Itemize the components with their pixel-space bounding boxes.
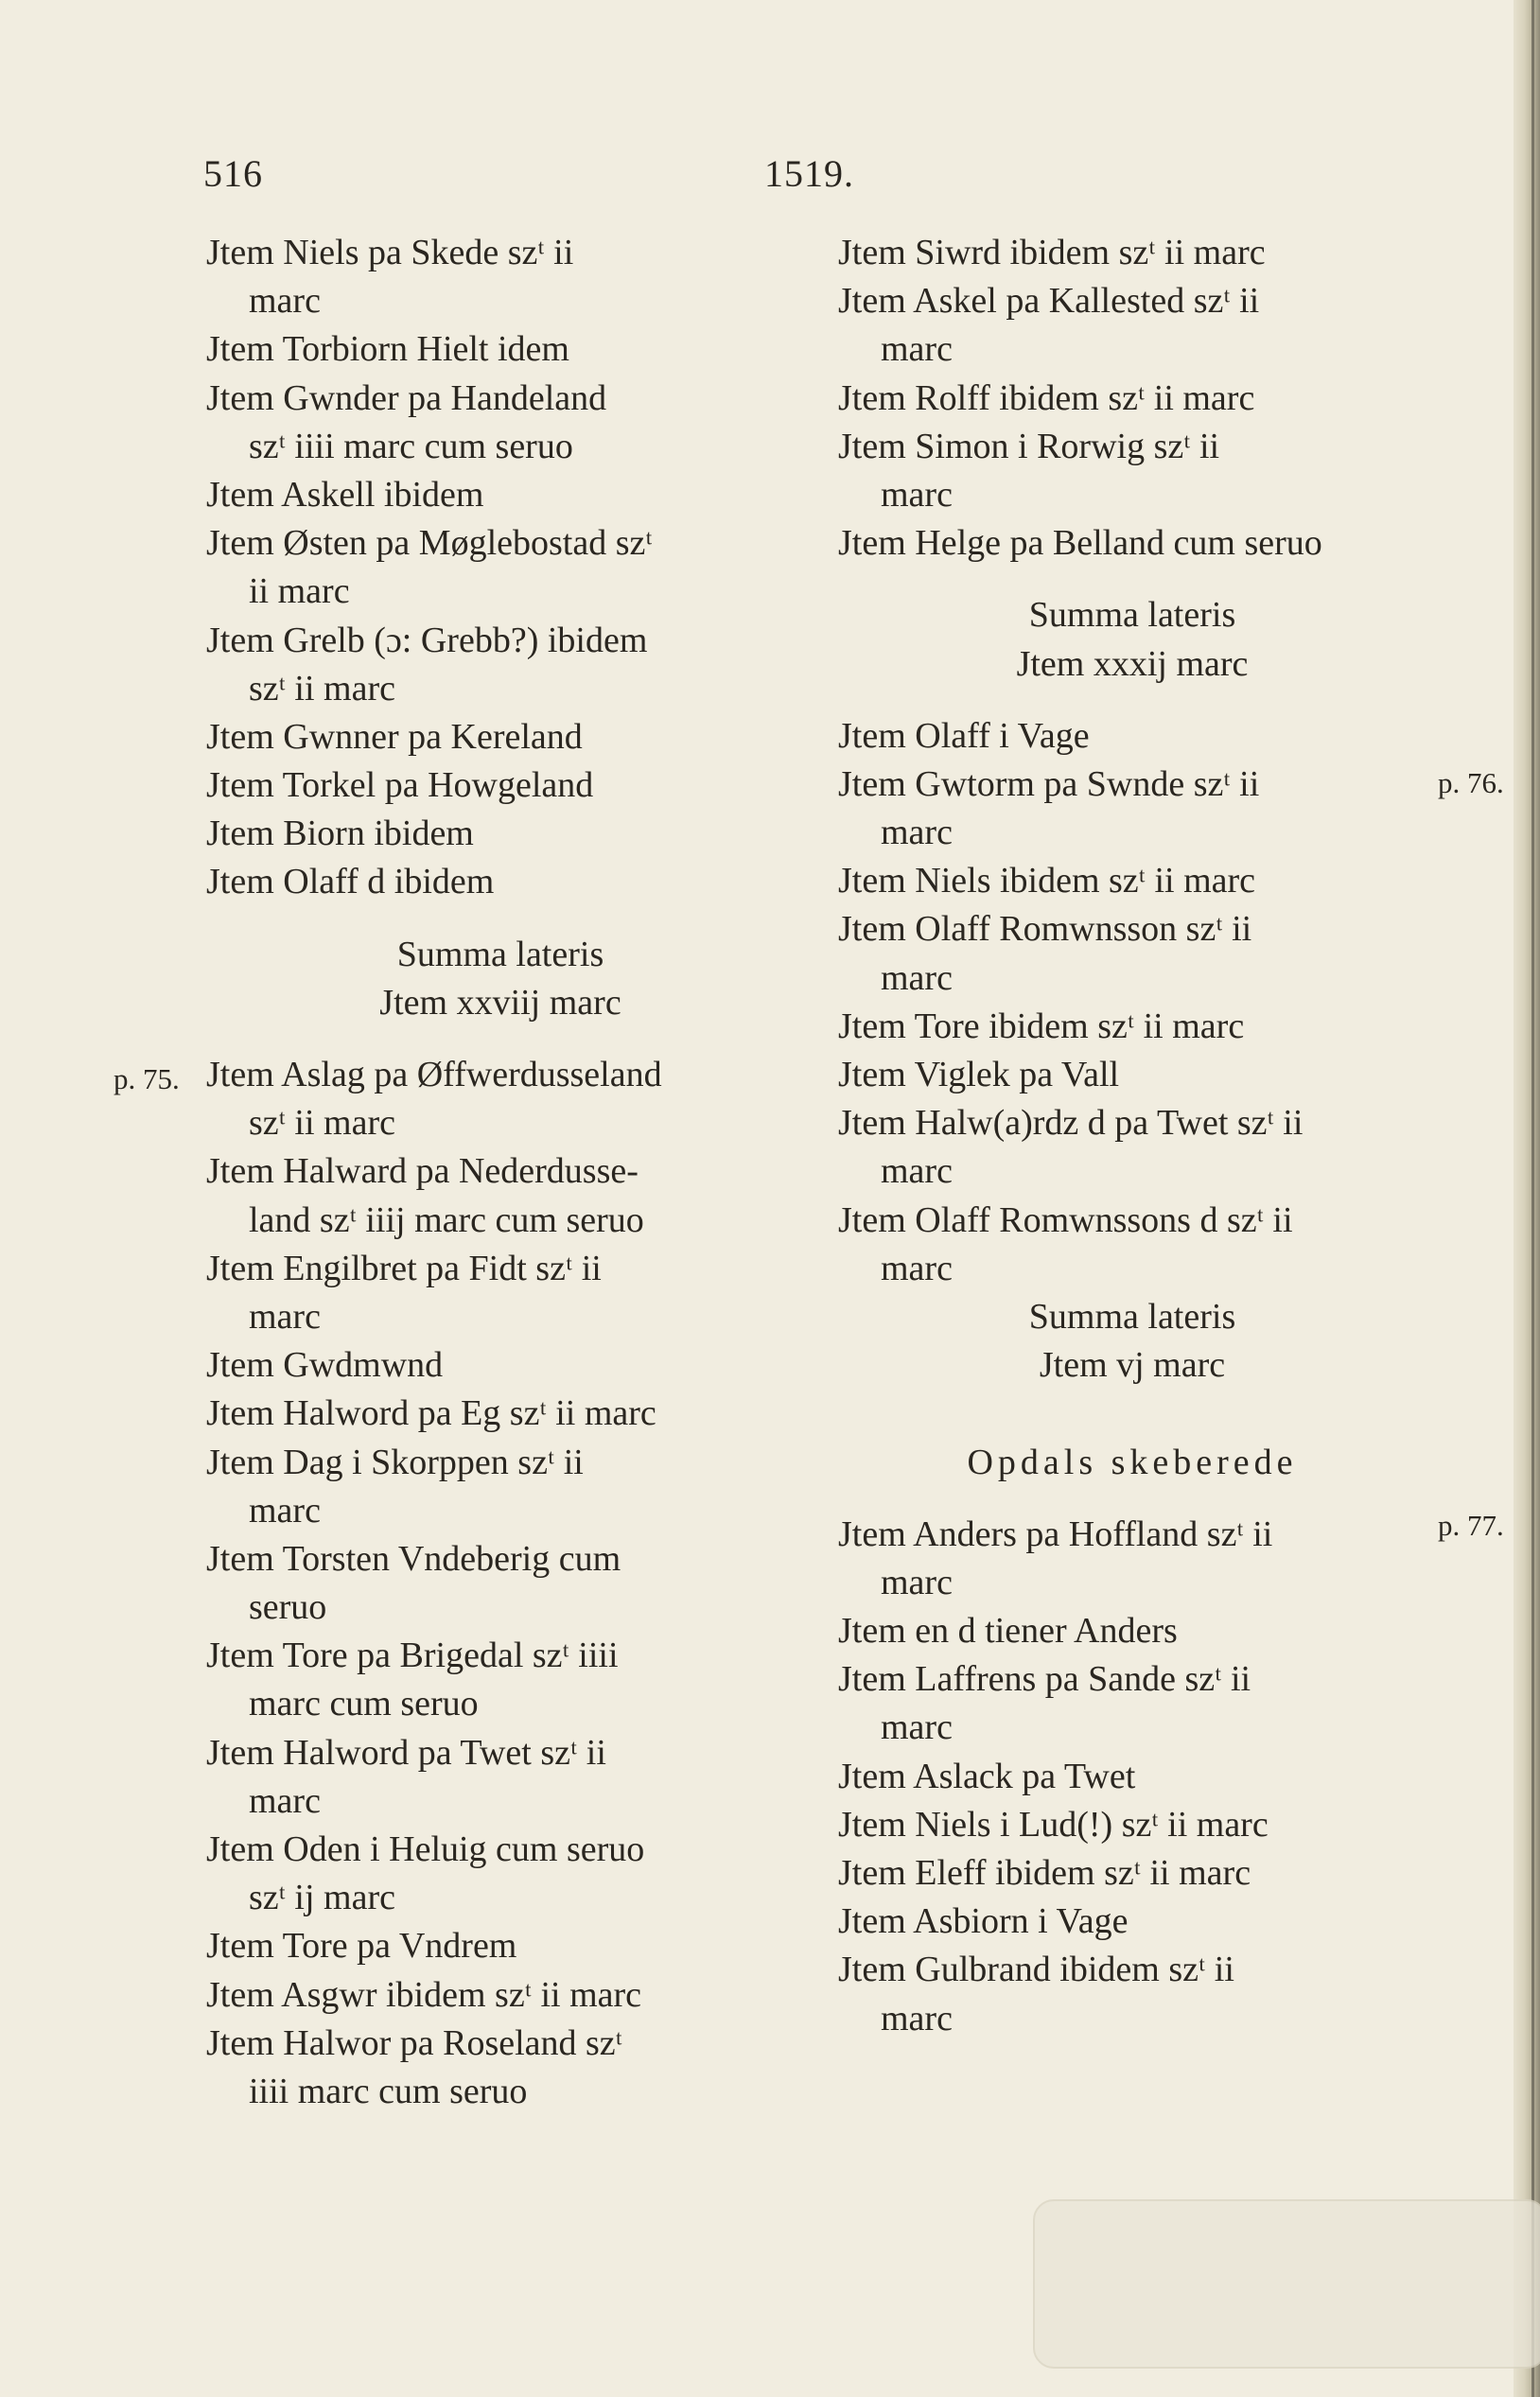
entry-line: marc: [881, 1562, 953, 1602]
entry-line: szᵗ ij marc: [249, 1878, 395, 1918]
page-edge: [1514, 0, 1540, 2397]
entry-line: iiii marc cum seruo: [249, 2071, 528, 2111]
entry-line: Jtem Tore pa Vndrem: [206, 1926, 517, 1967]
entry-line: Jtem en d tiener Anders: [838, 1611, 1178, 1652]
entry-line: marc: [881, 813, 953, 853]
entry-line: Jtem Eleff ibidem szᵗ ii marc: [838, 1853, 1251, 1893]
entry-line: marc: [881, 1151, 953, 1192]
summa-total: Jtem xxxij marc: [1016, 643, 1249, 684]
entry-line: szᵗ iiii marc cum seruo: [249, 426, 573, 466]
entry-line: Jtem Anders pa Hoffland szᵗ ii: [838, 1513, 1273, 1554]
entry-line: Jtem Engilbret pa Fidt szᵗ ii: [206, 1248, 602, 1288]
entry-line: Jtem Gwnner pa Kereland: [206, 716, 583, 757]
page-number: 516: [203, 152, 263, 195]
entry-line: Jtem Halward pa Nederdusse-: [206, 1151, 639, 1192]
entry-line: Jtem Olaff i Vage: [838, 715, 1090, 756]
entry-line: Jtem Simon i Rorwig szᵗ ii: [838, 426, 1220, 466]
entry-line: Jtem Gwnder pa Handeland: [206, 377, 607, 418]
entry-line: Jtem Asgwr ibidem szᵗ ii marc: [206, 1974, 642, 2015]
entry-line: Jtem Halword pa Eg szᵗ ii marc: [206, 1393, 656, 1434]
faded-stamp: [1033, 2199, 1540, 2369]
entry-line: marc: [249, 281, 321, 322]
entry-line: Jtem Askell ibidem: [206, 474, 484, 515]
summa-lateris: Summa lateris: [396, 934, 604, 974]
summa-lateris: Summa lateris: [1028, 595, 1236, 636]
entry-line: marc: [881, 957, 953, 998]
section-heading: Opdals skeberede: [967, 1442, 1298, 1482]
page-edge-line: [1531, 0, 1534, 2397]
entry-line: marc: [881, 329, 953, 370]
right-column: [838, 229, 1426, 2043]
entry-line: Jtem Dag i Skorppen szᵗ ii: [206, 1442, 584, 1482]
entry-line: szᵗ ii marc: [249, 1103, 395, 1144]
entry-line: Jtem Østen pa Møglebostad szᵗ: [206, 523, 653, 564]
entry-line: marc: [249, 1490, 321, 1531]
entry-line: Jtem Olaff Romwnsson szᵗ ii: [838, 909, 1252, 950]
entry-line: Jtem Niels i Lud(!) szᵗ ii marc: [838, 1804, 1269, 1845]
entry-line: marc: [249, 1780, 321, 1821]
margin-note-p76: p. 76.: [1438, 766, 1504, 799]
left-column: [206, 229, 795, 2116]
entry-line: marc: [881, 1248, 953, 1288]
margin-note-p77: p. 77.: [1438, 1509, 1504, 1542]
entry-line: Jtem Niels pa Skede szᵗ ii: [206, 233, 574, 272]
entry-line: Jtem Biorn ibidem: [206, 814, 474, 854]
entry-line: Jtem Tore ibidem szᵗ ii marc: [838, 1006, 1245, 1046]
entry-line: marc cum seruo: [249, 1684, 479, 1724]
summa-lateris: Summa lateris: [1028, 1296, 1236, 1337]
entry-line: szᵗ ii marc: [249, 668, 395, 709]
entry-line: Jtem Gulbrand ibidem szᵗ ii: [838, 1950, 1234, 1990]
entry-line: Jtem Aslag pa Øffwerdusseland: [206, 1055, 662, 1094]
entry-line: Jtem Grelb (ɔ: Grebb?) ibidem: [206, 620, 648, 660]
entry-line: Jtem Halwor pa Roseland szᵗ: [206, 2022, 622, 2063]
entry-line: land szᵗ iiij marc cum seruo: [249, 1199, 644, 1240]
entry-line: Jtem Torkel pa Howgeland: [206, 765, 594, 806]
entry-line: Jtem Gwdmwnd: [206, 1345, 444, 1386]
entry-line: Jtem Laffrens pa Sande szᵗ ii: [838, 1659, 1251, 1700]
entry-line: Jtem Torsten Vndeberig cum: [206, 1538, 621, 1579]
entry-line: marc: [249, 1296, 321, 1337]
entry-line: Jtem Askel pa Kallested szᵗ ii: [838, 281, 1260, 322]
entry-line: Jtem Halword pa Twet szᵗ ii: [206, 1732, 606, 1773]
entry-line: Jtem Asbiorn i Vage: [838, 1901, 1129, 1942]
entry-line: Jtem Rolff ibidem szᵗ ii marc: [838, 377, 1255, 418]
entry-line: Jtem Halw(a)rdz d pa Twet szᵗ ii: [838, 1103, 1304, 1144]
entry-line: Jtem Helge pa Belland cum seruo: [838, 523, 1322, 564]
entry-line: Jtem Siwrd ibidem szᵗ ii marc: [838, 233, 1266, 272]
page-year: 1519.: [764, 152, 854, 195]
entry-line: seruo: [249, 1587, 327, 1628]
entry-line: Jtem Niels ibidem szᵗ ii marc: [838, 861, 1256, 901]
entry-line: marc: [881, 1707, 953, 1748]
entry-line: Jtem Gwtorm pa Swnde szᵗ ii: [838, 763, 1260, 804]
entry-line: Jtem Torbiorn Hielt idem: [206, 329, 569, 370]
entry-line: Jtem Viglek pa Vall: [838, 1055, 1120, 1094]
entry-line: Jtem Tore pa Brigedal szᵗ iiii: [206, 1636, 619, 1676]
margin-note-p75: p. 75.: [114, 1062, 180, 1095]
entry-line: Jtem Olaff Romwnssons d szᵗ ii: [838, 1199, 1293, 1240]
entry-line: Jtem Oden i Heluig cum seruo: [206, 1829, 645, 1869]
entry-line: marc: [881, 474, 953, 515]
entry-line: Jtem Olaff d ibidem: [206, 862, 495, 902]
entry-line: marc: [881, 1998, 953, 2038]
entry-line: Jtem Aslack pa Twet: [838, 1756, 1136, 1796]
summa-total: Jtem vj marc: [1039, 1345, 1226, 1386]
summa-total: Jtem xxviij marc: [379, 982, 621, 1023]
entry-line: ii marc: [249, 571, 350, 612]
